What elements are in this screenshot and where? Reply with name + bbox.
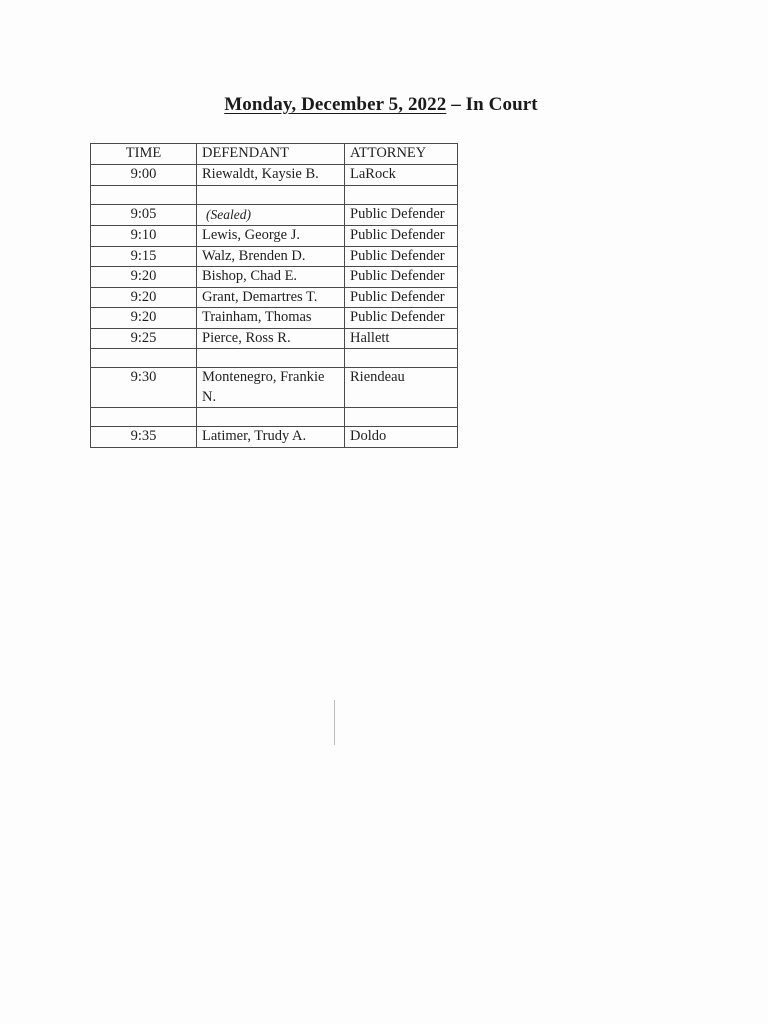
header-time: TIME bbox=[91, 144, 197, 165]
empty-cell bbox=[345, 185, 458, 204]
empty-cell bbox=[197, 408, 345, 427]
table-row bbox=[91, 308, 458, 329]
time-cell: 9:15 bbox=[91, 246, 197, 267]
time-cell: 9:20 bbox=[91, 267, 197, 288]
defendant-cell bbox=[197, 204, 345, 226]
empty-cell bbox=[345, 408, 458, 427]
table-header-row bbox=[91, 144, 458, 165]
attorney-cell: Public Defender bbox=[345, 226, 458, 247]
scan-mark bbox=[334, 700, 335, 745]
sealed-label: (Sealed) bbox=[206, 206, 251, 222]
time-cell: 9:10 bbox=[91, 226, 197, 247]
spacer-row bbox=[91, 185, 458, 204]
table-row bbox=[91, 204, 458, 226]
table-row bbox=[91, 368, 458, 408]
table-row bbox=[91, 165, 458, 186]
defendant-cell: Grant, Demartres T. bbox=[197, 287, 345, 308]
time-cell: 9:00 bbox=[91, 165, 197, 186]
spacer-row bbox=[91, 349, 458, 368]
table-row bbox=[91, 246, 458, 267]
header-attorney: ATTORNEY bbox=[345, 144, 458, 165]
defendant-cell: Walz, Brenden D. bbox=[197, 246, 345, 267]
table-row bbox=[91, 287, 458, 308]
attorney-cell: Public Defender bbox=[345, 308, 458, 329]
attorney-cell: Public Defender bbox=[345, 287, 458, 308]
attorney-cell: Doldo bbox=[345, 427, 458, 448]
empty-cell bbox=[197, 185, 345, 204]
time-cell: 9:35 bbox=[91, 427, 197, 448]
header-defendant: DEFENDANT bbox=[197, 144, 345, 165]
time-cell: 9:20 bbox=[91, 287, 197, 308]
attorney-cell: Hallett bbox=[345, 328, 458, 349]
docket-body bbox=[91, 165, 458, 448]
defendant-cell: Trainham, Thomas bbox=[197, 308, 345, 329]
time-cell: 9:30 bbox=[91, 368, 197, 408]
spacer-row bbox=[91, 408, 458, 427]
attorney-cell: Public Defender bbox=[345, 267, 458, 288]
defendant-cell: Bishop, Chad E. bbox=[197, 267, 345, 288]
title-location: In Court bbox=[465, 94, 538, 115]
defendant-cell: Riewaldt, Kaysie B. bbox=[197, 165, 345, 186]
defendant-cell: Latimer, Trudy A. bbox=[197, 427, 345, 448]
title-separator: – bbox=[446, 94, 466, 115]
table-row bbox=[91, 267, 458, 288]
title-date: Monday, December 5, 2022 bbox=[224, 94, 447, 115]
defendant-cell: Lewis, George J. bbox=[197, 226, 345, 247]
empty-cell bbox=[91, 349, 197, 368]
table-row bbox=[91, 328, 458, 349]
defendant-cell: Pierce, Ross R. bbox=[197, 328, 345, 349]
empty-cell bbox=[91, 185, 197, 204]
empty-cell bbox=[197, 349, 345, 368]
docket-table bbox=[90, 143, 458, 448]
page-title bbox=[0, 94, 762, 116]
empty-cell bbox=[345, 349, 458, 368]
defendant-cell: Montenegro, Frankie N. bbox=[197, 368, 345, 408]
attorney-cell: Riendeau bbox=[345, 368, 458, 408]
time-cell: 9:05 bbox=[91, 204, 197, 226]
time-cell: 9:25 bbox=[91, 328, 197, 349]
empty-cell bbox=[91, 408, 197, 427]
time-cell: 9:20 bbox=[91, 308, 197, 329]
attorney-cell: Public Defender bbox=[345, 246, 458, 267]
table-row bbox=[91, 226, 458, 247]
attorney-cell: Public Defender bbox=[345, 204, 458, 226]
table-row bbox=[91, 427, 458, 448]
attorney-cell: LaRock bbox=[345, 165, 458, 186]
